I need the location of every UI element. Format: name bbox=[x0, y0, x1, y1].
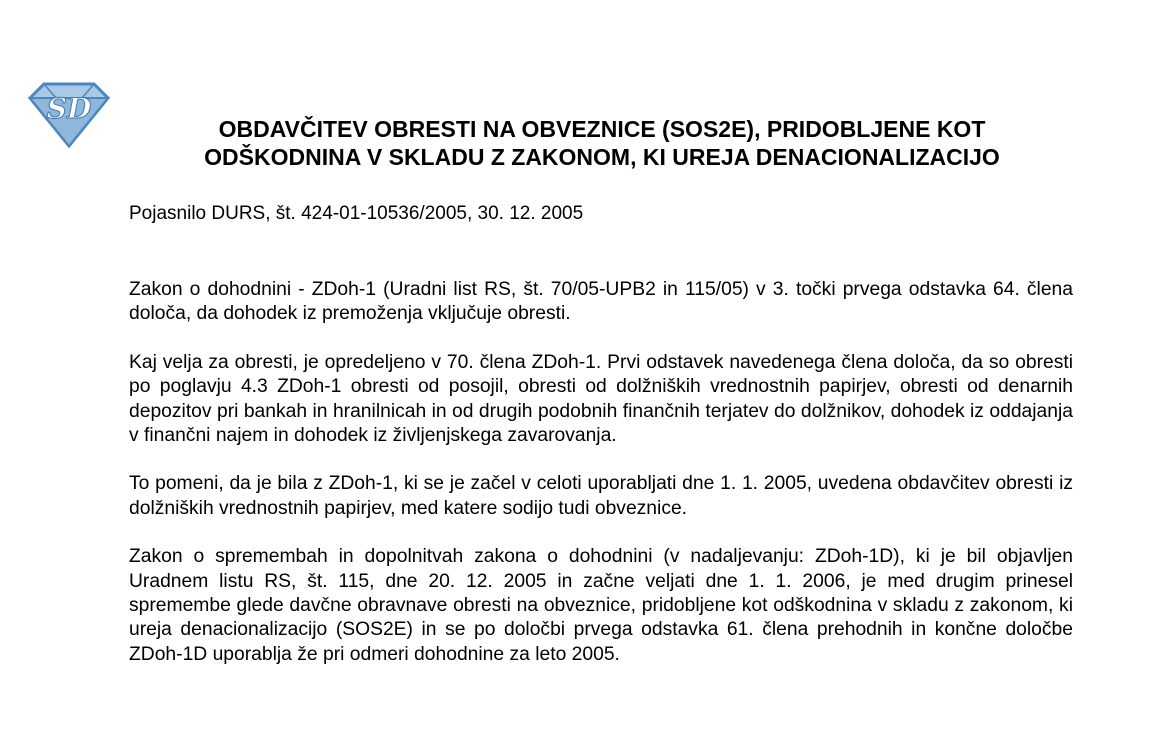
document-subtitle: Pojasnilo DURS, št. 424-01-10536/2005, 30. 12. 2005 bbox=[129, 203, 584, 224]
organization-logo bbox=[26, 78, 112, 150]
paragraph-1: Zakon o dohodnini - ZDoh-1 (Uradni list RS, št. 70/05-UPB2 in 115/05) v 3. točki prvega odstavka 64. člena določa, da dohodek iz premoženja vključuje obresti. bbox=[129, 279, 1073, 325]
paragraph-2: Kaj velja za obresti, je opredeljeno v 70. člena ZDoh-1. Prvi odstavek navedenega člena določa, da so obresti po poglavju 4.3 ZDoh-1 obresti od posojil, obresti od dolžniških vrednostnih papirjev, obresti od denarnih depozitov pri bankah in hranilnicah in od drugih podobnih finančnih terjatev do dolžnikov, dohodek iz oddajanja v finančni najem in dohodek iz življenjskega zavarovanja. bbox=[129, 351, 1073, 447]
logo-text: SD bbox=[46, 92, 92, 125]
document-body bbox=[129, 278, 1073, 691]
title-line-1: OBDAVČITEV OBRESTI NA OBVEZNICE (SOS2E), PRIDOBLJENE KOT bbox=[218, 116, 986, 142]
title-line-2: ODŠKODNINA V SKLADU Z ZAKONOM, KI UREJA DENACIONALIZACIJO bbox=[204, 144, 1000, 170]
diamond-logo-icon bbox=[26, 78, 112, 150]
paragraph-4: Zakon o spremembah in dopolnitvah zakona o dohodnini (v nadaljevanju: ZDoh-1D), ki je bil objavljen Uradnem listu RS, št. 115, dne 20. 12. 2005 in začne veljati dne 1. 1. 2006, je med drugim prinesel spremembe glede davčne obravnave obresti na obveznice, pridobljene kot odškodnina v skladu z zakonom, ki ureja denacionalizacijo (SOS2E) in se po določbi prvega odstavka 61. člena prehodnih in končne določbe ZDoh-1D uporablja že pri odmeri dohodnine za leto 2005. bbox=[129, 546, 1073, 665]
document-title bbox=[110, 115, 1094, 171]
paragraph-3: To pomeni, da je bila z ZDoh-1, ki se je začel v celoti uporabljati dne 1. 1. 2005, uvedena obdavčitev obresti iz dolžniških vrednostnih papirjev, med katere sodijo tudi obveznice. bbox=[129, 473, 1073, 519]
